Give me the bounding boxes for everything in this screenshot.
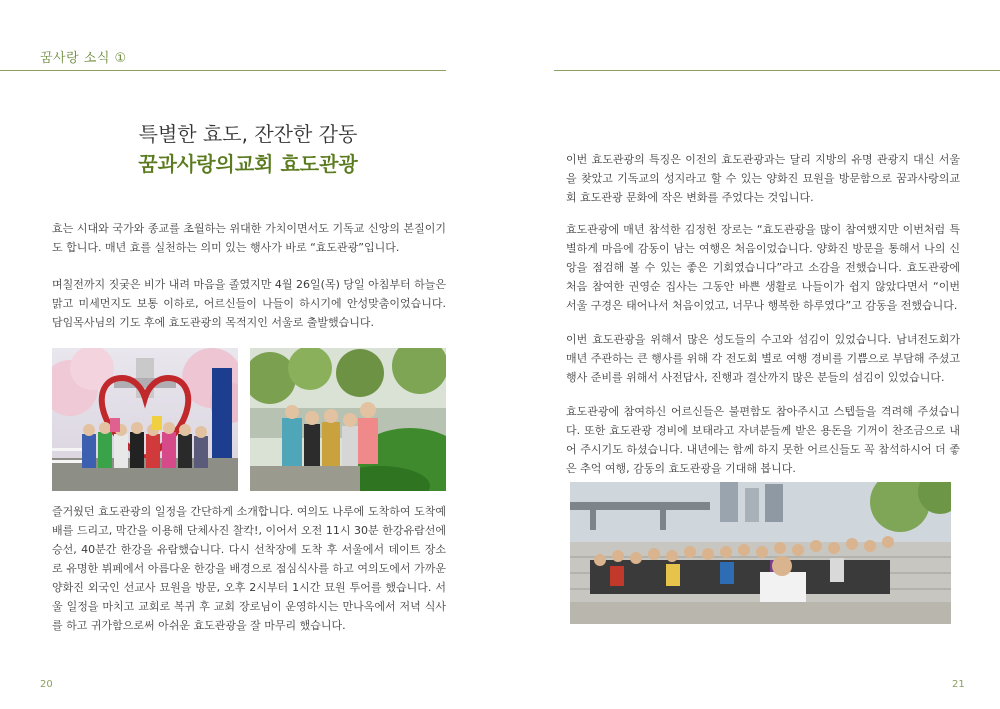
header-rule-left [0, 70, 446, 71]
right-paragraph-2: 효도관광에 매년 참석한 김정헌 장로는 “효도관광을 많이 참여했지만 이번처럼 특별하게 마음에 감동이 남는 여행은 처음이었습니다. 양화진 방문을 통해서 나의 신앙을 점검해 볼 수 있는 좋은 기회였습니다”라고 소감을 전했습니다. 효도관광에 처음 참여한 권영순 집사는 그동안 바쁜 생활로 나들이가 쉽지 않았다면서 “이번 서울 구경은 태어나서 처음이었고, 너무나 행복한 하루였다”고 감동을 전했습니다. [566, 223, 960, 312]
section-label: 꿈사랑 소식 ① [40, 51, 127, 66]
article-subtitle: 꿈과사랑의교회 효도관광 [138, 152, 358, 176]
photo-park-group [250, 348, 446, 491]
photo-riverside-group [570, 482, 951, 624]
left-paragraph-3: 즐거웠던 효도관광의 일정을 간단하게 소개합니다. 여의도 나루에 도착하여 도착예배를 드리고, 막간을 이용해 단체사진 찰칵!, 이어서 오전 11시 30분 한강유람선에 승선, 40분간 한강을 유람했습니다. 다시 선착장에 도착 후 서울에서 데이트 장소로 유명한 뷔페에서 아름다운 한강을 배경으로 점심식사를 하고 여의도에서 가까운 양화진 외국인 선교사 묘원을 방문, 오후 2시부터 1시간 묘원 투어를 했습니다. 서울 일정을 마치고 교회로 복귀 후 교회 장로님이 운영하시는 만나옥에서 저녁 식사를 하고 귀가함으로써 아쉬운 효도관광을 잘 마무리 했습니다. [52, 505, 446, 632]
left-paragraph-2: 며칠전까지 짓궂은 비가 내려 마음을 졸였지만 4월 26일(목) 당일 아침부터 하늘은 맑고 미세먼지도 보통 이하로, 어르신들이 나들이 하시기에 안성맞춤이었습니다. 담임목사님의 기도 후에 효도관광의 목적지인 서울로 출발했습니다. [52, 278, 446, 329]
header-rule-right [554, 70, 1000, 71]
page-number-right: 21 [952, 679, 965, 690]
right-paragraph-3: 이번 효도관광을 위해서 많은 성도들의 수고와 섬김이 있었습니다. 남녀전도회가 매년 주관하는 큰 행사를 위해 각 전도회 별로 여행 경비를 기쁨으로 부담해 주셨고 행사 준비를 위해서 사전답사, 진행과 결산까지 많은 분들의 섬김이 있었습니다. [566, 333, 960, 384]
article-title: 특별한 효도, 잔잔한 감동 [138, 122, 358, 146]
page-number-left: 20 [40, 679, 53, 690]
left-paragraph-1: 효는 시대와 국가와 종교를 초월하는 위대한 가치이면서도 기독교 신앙의 본질이기도 합니다. 매년 효를 실천하는 의미 있는 행사가 바로 “효도관광”입니다. [52, 222, 446, 254]
photo-heart-arch-group [52, 348, 238, 491]
right-paragraph-1: 이번 효도관광의 특징은 이전의 효도관광과는 달리 지방의 유명 관광지 대신 서울을 찾았고 기독교의 성지라고 할 수 있는 양화진 묘원을 방문함으로 꿈과사랑의교회 효도관광 문화에 작은 변화를 주었다는 것입니다. [566, 153, 960, 204]
right-paragraph-4: 효도관광에 참여하신 어르신들은 불편함도 참아주시고 스텝들을 격려해 주셨습니다. 또한 효도관광 경비에 보태라고 자녀분들께 받은 용돈을 기꺼이 찬조금으로 내어 주시기도 하셨습니다. 내년에는 함께 하지 못한 어르신들도 꼭 참석하시어 더 좋은 추억 여행, 감동의 효도관광을 기대해 봅니다. [566, 405, 960, 475]
